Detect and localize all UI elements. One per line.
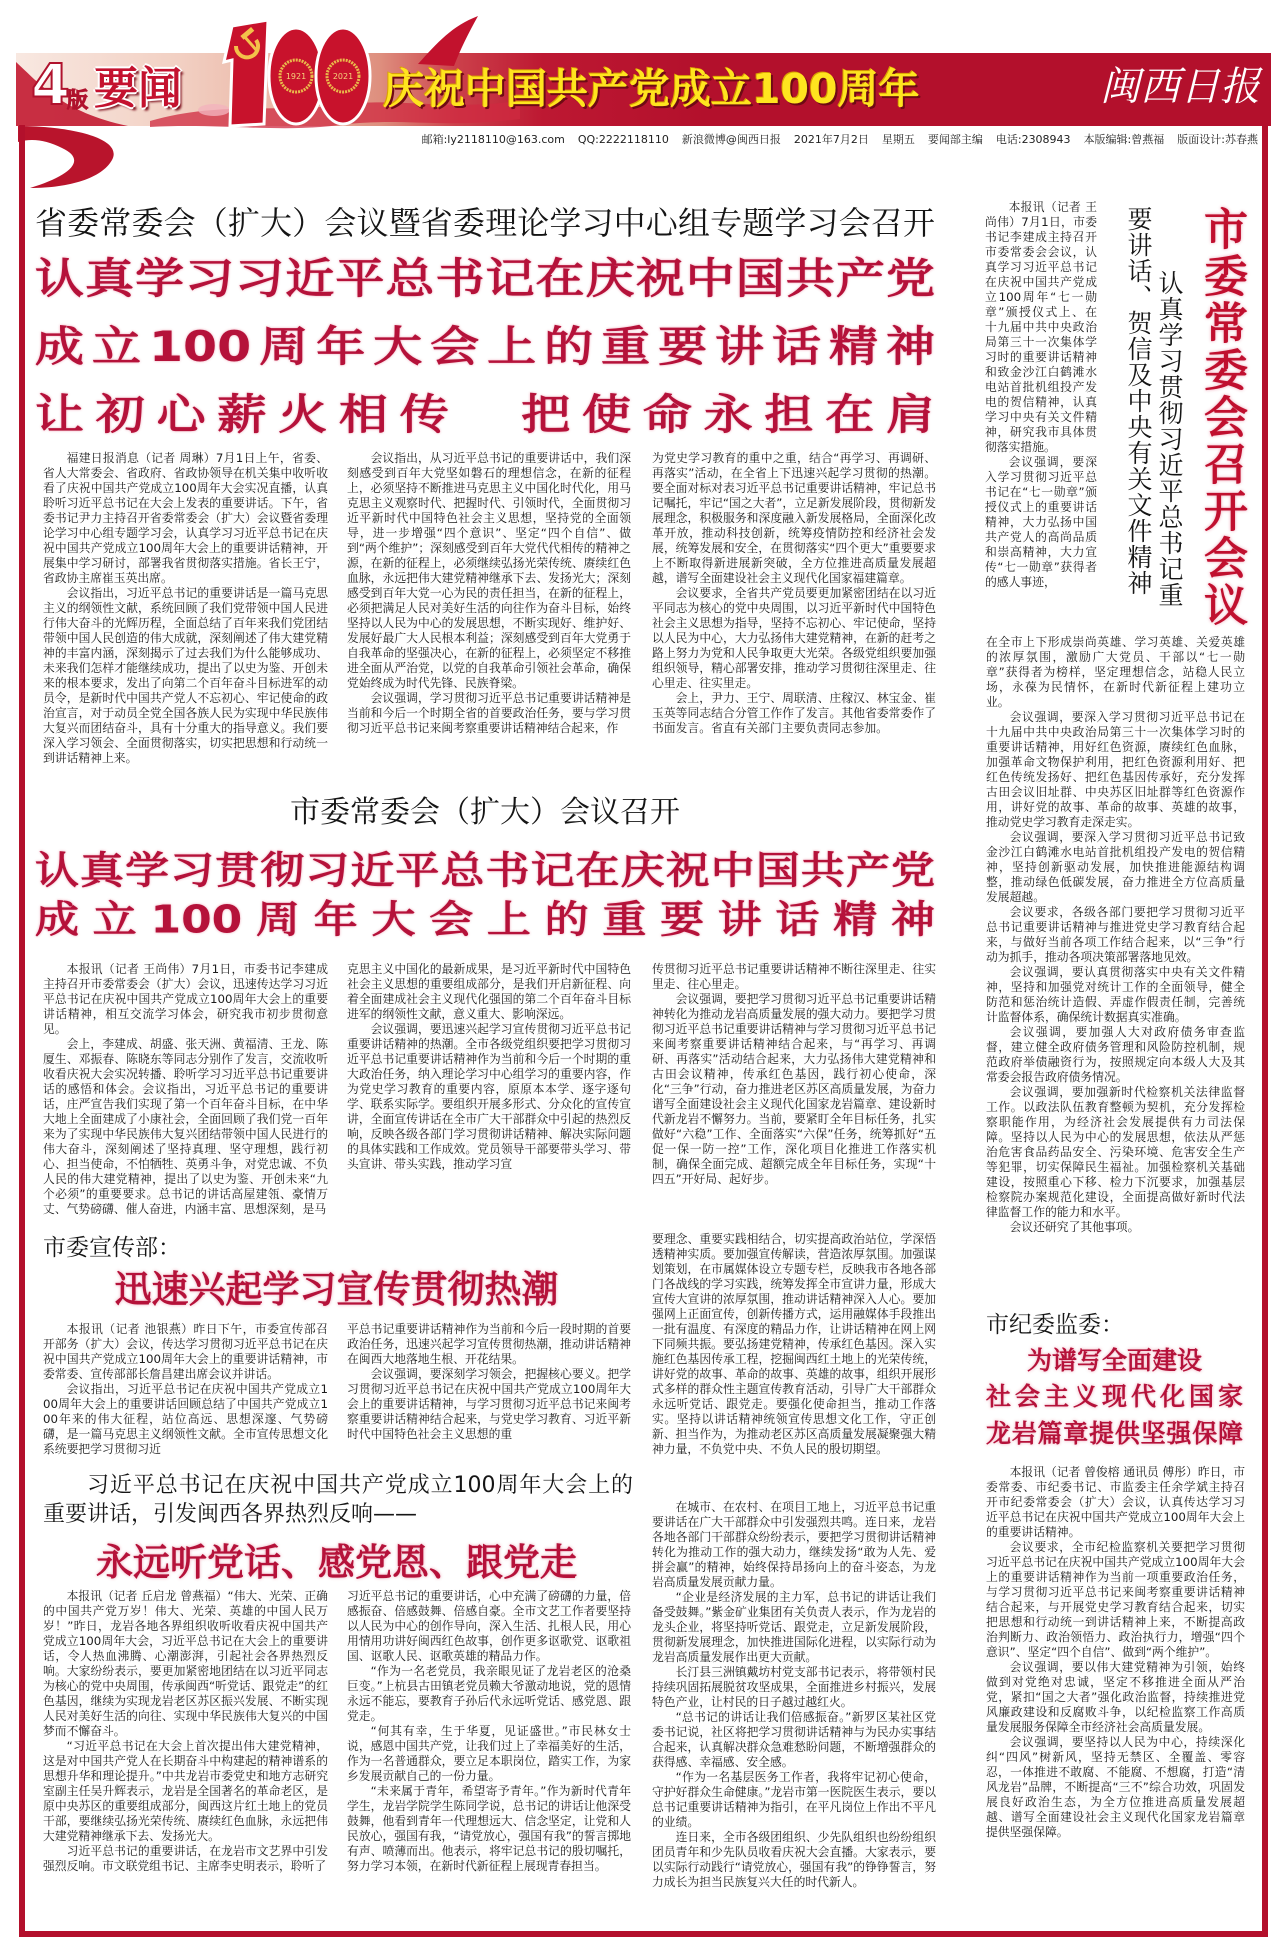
- dateline: 本报讯（记者 王尚伟）: [66, 962, 192, 976]
- ribbon-rising-tail: [418, 16, 478, 66]
- body-column: [986, 635, 1245, 1283]
- masthead-logo: 闽西日报: [1100, 64, 1260, 110]
- info-designer: 版面设计:苏春燕: [1177, 133, 1258, 146]
- body-column: [652, 451, 936, 782]
- paragraph: 平总书记重要讲话精神作为当前和今后一段时期的首要政治任务，迅速兴起学习宣传贯彻热潮，推动讲话精神在闽西大地落地生根、开花结果。: [347, 1322, 631, 1366]
- paragraph: 本报讯（记者 王尚伟）7月1日，市委书记李建成主持召开市委常委会（扩大）会议，迅速传达学习习近平总书记在庆祝中国共产党成立100周年大会上的重要讲话精神，相互交流学习体会，研究我市初步贯彻意见。: [43, 962, 328, 1036]
- body-column: [43, 451, 328, 782]
- paragraph: 会上，尹力、王宁、周联清、庄稼汉、林宝金、崔玉英等同志结合分管工作作了发言。其他省委常委作了书面发言。省直有关部门主要负责同志参加。: [652, 691, 936, 735]
- dateline: 本报讯（记者 王尚伟）: [985, 200, 1097, 229]
- body-column-narrow: [985, 200, 1097, 622]
- paragraph: 克思主义中国化的最新成果，是习近平新时代中国特色社会主义思想的重要组成部分，是我们开启新征程、向着全面建成社会主义现代化强国的第二个百年奋斗目标进军的纲领性文献，意义重大、影响深远。: [347, 962, 631, 1021]
- paragraph: 长汀县三洲镇戴坊村党支部书记表示，将带领村民持续巩固拓展脱贫攻坚成果，全面推进乡村振兴，发展特色产业，让村民的日子越过越红火。: [652, 1665, 936, 1709]
- paragraph: 习近平总书记的重要讲话，心中充满了磅礴的力量，倍感振奋、倍感鼓舞、倍感自豪。全市文艺工作者要坚持以人民为中心的创作导向，深入生活、扎根人民，用心用情用功讲好闽西红色故事，创作更多讴歌党、讴歌祖国、讴歌人民、讴歌英雄的精品力作。: [347, 1589, 631, 1663]
- paragraph: 本报讯（记者 曾俊榕 通讯员 傅彤）昨日，市委常委、市纪委书记、市监委主任余学斌主持召开市纪委常委会（扩大）会议，认真传达学习习近平总书记在庆祝中国共产党成立100周年大会上的重要讲话精神。: [986, 1465, 1246, 1539]
- logo-year-start: 1921: [285, 72, 307, 81]
- body-column: [43, 1322, 328, 1458]
- paragraph: “作为一名基层医务工作者，我将牢记初心使命，守护好群众生命健康。”龙岩市第一医院医生表示，要以总书记重要讲话精神为指引，在平凡岗位上作出不平凡的业绩。: [652, 1770, 936, 1829]
- body-column: [652, 962, 936, 1203]
- paragraph: 会上，李建成、胡盛、张天洲、黄福清、王龙、陈厦生、邓振春、陈晓东等同志分别作了发言，交流收听收看庆祝大会实况转播、聆听学习习近平总书记重要讲话的感悟和体会。会议指出，习近平总书记的重要讲话，庄严宣告我们实现了第一个百年奋斗目标，在中华大地上全面建成了小康社会，全面回顾了我们党一百年来为了实现中华民族伟大复兴团结带领中国人民进行的伟大奋斗，深刻阐述了坚持真理、坚守理想，践行初心、担当使命，不怕牺牲、英勇斗争，对党忠诚、不负人民的伟大建党精神，提出了以史为鉴、开创未来“九个必须”的重要要求。总书记的讲话高屋建瓴、豪情万丈、气势磅礴、催人奋进，内涵丰富、思想深刻，是马: [43, 1037, 328, 1216]
- body-column: [652, 1500, 936, 1907]
- paragraph: 会议要求，各级各部门要把学习贯彻习近平总书记重要讲话精神与推进党史学习教育结合起来，与做好当前各项工作结合起来，以“三争”行动为抓手，推动各项决策部署落地见效。: [986, 905, 1245, 964]
- headline-line: 认真学习贯彻习近平总书记在庆祝中国共产党: [35, 849, 935, 894]
- paragraph: 在全市上下形成崇尚英雄、学习英雄、关爱英雄的浓厚氛围，激励广大党员、干部以“七一勋章”获得者为榜样，坚定理想信念，站稳人民立场，永葆为民情怀，在新时代新征程上建功立业。: [986, 635, 1245, 709]
- info-department: 要闻部主编: [927, 133, 983, 146]
- paragraph: 会议强调，要认真贯彻落实中央有关文件精神，坚持和加强党对统计工作的全面领导，健全防范和惩治统计造假、弄虚作假责任制，完善统计监督体系，确保统计数据真实准确。: [986, 965, 1245, 1024]
- edition-label: 版: [67, 88, 88, 112]
- body-column: [347, 1322, 631, 1458]
- paragraph: 本报讯（记者 池银燕）昨日下午，市委宣传部召开部务（扩大）会议，传达学习贯彻习近平总书记在庆祝中国共产党成立100周年大会上的重要讲话精神，市委常委、宣传部部长詹昌建出席会议并讲话。: [43, 1322, 328, 1381]
- paragraph: “企业是经济发展的主力军，总书记的讲话让我们备受鼓舞。”紫金矿业集团有关负责人表示，作为龙岩的龙头企业，将坚持听党话、跟党走，立足新发展阶段，贯彻新发展理念，加快推进国际化进程，以实际行动为龙岩高质量发展作出更大贡献。: [652, 1590, 936, 1664]
- body-column: [347, 962, 631, 1203]
- headline-line: 认真学习习近平总书记在庆祝中国共产党: [35, 254, 935, 304]
- body-column: [347, 1589, 631, 1907]
- article-subtitle: 省委常委会（扩大）会议暨省委理论学习中心组专题学习会召开: [35, 204, 935, 242]
- paragraph: “习近平总书记在大会上首次提出伟大建党精神，这是对中国共产党人在长期奋斗中构建起的精神谱系的思想升华和理论提升。”中共龙岩市委党史和地方志研究室副主任吴升辉表示，龙岩是全国著名的革命老区，是原中央苏区的重要组成部分，闽西这片红土地上的党员干部，要继续弘扬光荣传统、赓续红色血脉，永远把伟大建党精神继承下去、发扬光大。: [43, 1739, 328, 1843]
- paragraph: 会议强调，学习贯彻习近平总书记重要讲话精神是当前和今后一个时期全省的首要政治任务，要与学习贯彻习近平总书记来闽考察重要讲话精神结合起来，作: [347, 691, 631, 735]
- paragraph: 会议强调，要深入学习贯彻习近平总书记在十九届中共中央政治局第三十一次集体学习时的重要讲话精神，用好红色资源，赓续红色血脉，加强革命文物保护利用，把红色资源利用好、把红色传统发扬好、把红色基因传承好，充分发挥古田会议旧址群、中央苏区旧址群等红色资源作用，讲好党的故事、革命的故事、英雄的故事，推动党史学习教育走深走实。: [986, 710, 1245, 829]
- paragraph: 会议指出，习近平总书记的重要讲话是一篇马克思主义的纲领性文献，系统回顾了我们党带领中国人民进行伟大奋斗的光辉历程，全面总结了百年来我们党团结带领中国人民创造的伟大成就，深刻阐述了伟大建党精神的丰富内涵，深刻揭示了过去我们为什么能够成功、未来我们怎样才能继续成功，提出了以史为鉴、开创未来的根本要求，发出了向第二个百年奋斗目标进军的动员令，是新时代中国共产党人不忘初心、牢记使命的政治宣言，对于动员全党全国各族人民为实现中华民族伟大复兴而团结奋斗，具有十分重大的指导意义。我们要深入学习领会、全面贯彻落实，切实把思想和行动统一到讲话精神上来。: [43, 586, 328, 765]
- info-phone: 电话:2308943: [995, 133, 1071, 146]
- frame-right-border: [1262, 125, 1268, 1937]
- paragraph: 会议要求，全省共产党员要更加紧密团结在以习近平同志为核心的党中央周围，以习近平新时代中国特色社会主义思想为指导，坚持不忘初心、牢记使命，坚持以人民为中心，大力弘扬伟大建党精神，在新的赶考之路上努力为党和人民争取更大光荣。各级党组织要加强组织领导，精心部署安排，推动学习贯彻往深里走、往心里走、往实里走。: [652, 586, 936, 690]
- paragraph: 习近平总书记的重要讲话，在龙岩市文艺界中引发强烈反响。市文联党组书记、主席李史明表示，聆听了: [43, 1844, 328, 1873]
- headline-line: 社会主义现代化国家: [986, 1382, 1243, 1411]
- paragraph: 要理念、重要实践相结合，切实提高政治站位，学深悟透精神实质。要加强宣传解读，营造浓厚氛围。加强谋划策划，在市属媒体设立专题专栏，反映我市各地各部门各战线的学习实践，统筹发挥全市宣讲力量，形成大宣传大宣讲的浓厚氛围，推动讲话精神深入人心。要加强网上正面宣传，创新传播方式，运用融媒体手段推出一批有温度、有深度的精品力作，让讲话精神在网上网下同频共振。要弘扬建党精神，传承红色基因。深入实施红色基因传承工程，挖掘闽西红土地上的光荣传统，讲好党的故事、革命的故事、英雄的故事，组织开展形式多样的群众性主题宣传教育活动，引导广大干部群众永远听党话、跟党走。要强化使命担当，推动工作落实。坚持以讲话精神统领宣传思想文化工作，守正创新、担当作为，为推动老区苏区高质量发展凝聚强大精神力量，不负党中央、不负人民的殷切期望。: [652, 1232, 936, 1456]
- paragraph: 会议强调，要把学习贯彻习近平总书记重要讲话精神转化为推动龙岩高质量发展的强大动力。要把学习贯彻习近平总书记重要讲话精神与学习贯彻习近平总书记来闽考察重要讲话精神结合起来，与“再学习、再调研、再落实”活动结合起来，大力弘扬伟大建党精神和古田会议精神，传承红色基因，践行初心使命，深化“三争”行动，奋力推进老区苏区高质量发展，为奋力谱写全面建设社会主义现代化国家龙岩篇章、建设新时代新龙岩不懈努力。当前，要紧盯全年目标任务，扎实做好“六稳”工作、全面落实“六保”任务，统筹抓好“五促一保一防一控”工作，深化项目化推进工作落实机制，确保全面完成、超额完成全年目标任务，实现“十四五”开好局、起好步。: [652, 992, 936, 1186]
- info-line: [422, 133, 1258, 147]
- paragraph: 会议强调，要加强新时代检察机关法律监督工作。以政法队伍教育整顿为契机，充分发挥检察职能作用，为经济社会发展提供有力司法保障。坚持以人民为中心的发展思想，依法从严惩治危害食品药品安全、污染环境、危害安全生产等犯罪，切实保障民生福祉。加强检察机关基础建设，按照重心下移、检力下沉要求，加强基层检察院办案规范化建设，全面提高做好新时代法律监督工作的能力和水平。: [986, 1085, 1245, 1219]
- info-weekday: 星期五: [881, 133, 915, 146]
- paragraph: 本报讯（记者 王尚伟）7月1日，市委书记李建成主持召开市委常委会会议，认真学习习近平总书记在庆祝中国共产党成立100周年“七一勋章”颁授仪式上、在十九届中共中央政治局第三十一次集体学习时的重要讲话精神和致金沙江白鹤滩水电站首批机组投产发电的贺信精神，认真学习中央有关文件精神，研究我市具体贯彻落实措施。: [985, 200, 1097, 454]
- paragraph: 在城市、在农村、在项目工地上，习近平总书记重要讲话在广大干部群众中引发强烈共鸣。连日来，龙岩各地各部门干部群众纷纷表示，要把学习贯彻讲话精神转化为推动工作的强大动力，继续发扬“敢为人先、爱拼会赢”的精神，始终保持昂扬向上的奋斗姿态，为龙岩高质量发展贡献力量。: [652, 1500, 936, 1589]
- headline-line: 成立100周年大会上的重要讲话精神: [35, 322, 935, 372]
- info-email: 邮箱:ly2118110@163.com: [421, 133, 565, 146]
- centenary-100-logo: [222, 16, 372, 130]
- article-headline: 迅速兴起学习宣传贯彻热潮: [114, 1267, 559, 1311]
- headline-line: 为谱写全面建设: [1026, 1346, 1202, 1375]
- paragraph: 会议还研究了其他事项。: [1009, 1220, 1140, 1234]
- department-label: 市委宣传部：: [43, 1235, 181, 1261]
- paragraph: 会议强调，要深入学习贯彻习近平总书记在“七一勋章”颁授仪式上的重要讲话精神，大力弘扬中国共产党人的高尚品质和崇高精神，大力宣传“七一勋章”获得者的感人事迹，: [985, 455, 1097, 589]
- paragraph: 会议指出，习近平总书记在庆祝中国共产党成立100周年大会上的重要讲话回顾总结了中国共产党成立100年来的伟大征程，站位高远、思想深邃、气势磅礴，是一篇马克思主义纲领性文献。全市宣传思想文化系统要把学习贯彻习近: [43, 1382, 328, 1456]
- section-title: 要闻: [94, 63, 182, 114]
- paragraph: “作为一名老党员，我亲眼见证了龙岩老区的沧桑巨变。”上杭县古田镇老党员赖大爷激动地说，党的恩情永远不能忘，要教育子孙后代永远听党话、感党恩、跟党走。: [347, 1664, 631, 1723]
- paragraph: 连日来，全市各级团组织、少先队组织也纷纷组织团员青年和少先队员收看庆祝大会直播。大家表示，要以实际行动践行“请党放心，强国有我”的铮铮誓言，努力成长为担当民族复兴大任的时代新人。: [652, 1830, 936, 1889]
- paragraph: 本报讯（记者 丘启龙 曾燕福）“伟大、光荣、正确的中国共产党万岁！伟大、光荣、英雄的中国人民万岁！”昨日，龙岩各地各界组织收听收看庆祝中国共产党成立100周年大会，习近平总书记在大会上的重要讲话，令人热血沸腾、心潮澎湃，引起社会各界热烈反响。大家纷纷表示，要更加紧密地团结在以习近平同志为核心的党中央周围，传承闽西“听党话、跟党走”的红色基因，继续为实现龙岩老区苏区振兴发展、不断实现人民对美好生活的向往、实现中华民族伟大复兴的中国梦而不懈奋斗。: [43, 1589, 328, 1738]
- article-headline: 永远听党话、感党恩、跟党走: [96, 1540, 577, 1584]
- ribbon-tail-left: [18, 126, 114, 188]
- body-column: [986, 1465, 1245, 1905]
- body-column: [347, 451, 631, 782]
- frame-left-border: [19, 125, 25, 1937]
- body-column: [43, 962, 328, 1216]
- paragraph: 会议强调，要加强人大对政府债务审查监督，建立健全政府债务管理和风险防控机制，规范政府举债融资行为，按照规定向本级人大及其常委会报告政府债务情况。: [986, 1025, 1245, 1084]
- vertical-headline: 市委常委会召开会议: [1196, 206, 1247, 629]
- paragraph: 会议强调，要迅速兴起学习宣传贯彻习近平总书记重要讲话精神的热潮。全市各级党组织要把学习贯彻习近平总书记重要讲话精神作为当前和今后一个时期的重大政治任务，纳入理论学习中心组学习的重要内容，作为党史学习教育的重要内容，原原本本学、逐字逐句学、联系实际学。要组织开展多形式、分众化的宣传宣讲，全面宣传讲话在全市广大干部群众中引起的热烈反响，反映各级各部门学习贯彻讲话精神、解决实际问题的具体实践和工作成效。党员领导干部要带头学习、带头宣讲、带头实践，推动学习宣: [347, 1022, 631, 1171]
- logo-year-end: 2021: [332, 72, 354, 81]
- info-weibo: 新浪微博@闽西日报: [681, 133, 781, 146]
- article-intro-kicker: 习近平总书记在庆祝中国共产党成立100周年大会上的重要讲话，引发闽西各界热烈反响——: [43, 1473, 633, 1527]
- info-date: 2021年7月2日: [793, 133, 869, 146]
- edition-number: 4: [31, 53, 70, 118]
- paragraph: 会议强调，要坚持以人民为中心，持续深化纠“四风”树新风，坚持无禁区、全覆盖、零容忍，一体推进不敢腐、不能腐、不想腐，打造“清风龙岩”品牌，不断提高“三不”综合功效，巩固发展良好政治生态，为全方位推进高质量发展超越、谱写全面建设社会主义现代化国家龙岩篇章提供坚强保障。: [986, 1735, 1245, 1839]
- headline-line: 龙岩篇章提供坚强保障: [986, 1419, 1243, 1448]
- paragraph: 传贯彻习近平总书记重要讲话精神不断往深里走、往实里走、往心里走。: [652, 962, 936, 991]
- dateline: 本报讯（记者 池银燕）: [66, 1322, 194, 1336]
- info-qq: QQ:2222118110: [577, 133, 669, 146]
- paragraph: 为党史学习教育的重中之重，结合“再学习、再调研、再落实”活动，在全省上下迅速兴起学习贯彻的热潮。要全面对标对表习近平总书记重要讲话精神，牢记总书记嘱托，牢记“国之大者”，立足新发展阶段，贯彻新发展理念，积极服务和深度融入新发展格局，全面深化改革开放，推动科技创新，统筹疫情防控和经济社会发展，统筹发展和安全，在贯彻落实“四个更大”重要要求上不断取得新进展新突破，全方位推进高质量发展超越，谱写全面建设社会主义现代化国家福建篇章。: [652, 451, 936, 585]
- paragraph: 福建日报消息（记者 周琳）7月1日上午，省委、省人大常委会、省政府、省政协领导在机关集中收听收看了庆祝中国共产党成立100周年大会实况直播，认真聆听习近平总书记在大会上发表的重要讲话。下午，省委书记尹力主持召开省委常委会（扩大）会议暨省委理论学习中心组专题学习会，认真学习习近平总书记在庆祝中国共产党成立100周年大会上的重要讲话精神，开展集中学习研讨，部署我省贯彻落实措施。省长王宁，省政协主席崔玉英出席。: [43, 451, 328, 585]
- dateline: 福建日报消息（记者 周琳）: [66, 451, 216, 465]
- paragraph: “未来属于青年，希望寄予青年。”作为新时代青年学生，龙岩学院学生陈同学说，总书记的讲话让他深受鼓舞，他看到青年一代理想远大、信念坚定，让党和人民放心，强国有我，“请党放心，强国有我”的誓言掷地有声、喷薄而出。他表示，将牢记总书记的殷切嘱托，努力学习本领，在新时代新征程上展现青春担当。: [347, 1784, 631, 1873]
- paragraph: “总书记的讲话让我们倍感振奋。”新罗区某社区党委书记说，社区将把学习贯彻讲话精神与为民办实事结合起来，认真解决群众急难愁盼问题，不断增强群众的获得感、幸福感、安全感。: [652, 1710, 936, 1769]
- headline-line: 成立100周年大会上的重要讲话精神: [35, 898, 935, 943]
- dateline: 本报讯（记者 丘启龙 曾燕福）: [66, 1589, 228, 1603]
- vertical-subtitle-line: 认真学习贯彻习近平总书记重: [1155, 270, 1184, 608]
- paragraph: 会议强调，要以伟大建党精神为引领，始终做到对党绝对忠诚，坚定不移推进全面从严治党，紧扣“国之大者”强化政治监督，持续推进党风廉政建设和反腐败斗争，以纪检监察工作高质量发展服务保障全市经济社会高质量发展。: [986, 1660, 1245, 1734]
- body-column: [43, 1589, 328, 1907]
- article-subtitle: 市委常委会（扩大）会议召开: [290, 795, 680, 830]
- body-column: [652, 1232, 936, 1488]
- dateline: 本报讯（记者 曾俊榕 通讯员 傅彤）: [1009, 1465, 1198, 1479]
- paragraph: 会议强调，要深刻学习领会，把握核心要义。把学习贯彻习近平总书记在庆祝中国共产党成立100周年大会上的重要讲话精神，与学习贯彻习近平总书记来闽考察重要讲话精神结合起来，与党史学习教育、习近平新时代中国特色社会主义思想的重: [347, 1367, 631, 1441]
- frame-bottom-border: [19, 1931, 1268, 1937]
- paragraph: “何其有幸，生于华夏，见证盛世。”市民林女士说，感恩中国共产党，让我们过上了幸福美好的生活，作为一名普通群众，要立足本职岗位，踏实工作，为家乡发展贡献自己的一份力量。: [347, 1724, 631, 1783]
- department-label: 市纪委监委：: [986, 1312, 1124, 1338]
- paragraph: 会议指出，从习近平总书记的重要讲话中，我们深刻感受到百年大党坚如磐石的理想信念，在新的征程上，必须坚持不断推进马克思主义中国化时代化，用马克思主义观察时代、把握时代、引领时代，全面贯彻习近平新时代中国特色社会主义思想，坚持党的全面领导，进一步增强“四个意识”、坚定“四个自信”、做到“两个维护”；深刻感受到百年大党代代相传的精神之源，在新的征程上，必须继续弘扬光荣传统、赓续红色血脉，永远把伟大建党精神继承下去、发扬光大；深刻感受到百年大党一心为民的责任担当，在新的征程上，必须把满足人民对美好生活的向往作为奋斗目标，始终坚持以人民为中心的发展思想，不断实现好、维护好、发展好最广大人民根本利益；深刻感受到百年大党勇于自我革命的坚强决心，在新的征程上，必须坚定不移推进全面从严治党，以党的自我革命引领社会革命，确保党始终成为时代先锋、民族脊梁。: [347, 451, 631, 690]
- info-editor: 本版编辑:曾燕福: [1083, 133, 1165, 146]
- headline-line: 让初心薪火相传 把使命永担在肩: [35, 390, 935, 440]
- vertical-subtitle-line: 要讲话、贺信及中央有关文件精神: [1124, 206, 1153, 596]
- celebration-banner-text: 庆祝中国共产党成立100周年: [383, 65, 920, 113]
- paragraph: 会议强调，要深入学习贯彻习近平总书记致金沙江白鹤滩水电站首批机组投产发电的贺信精神，坚持创新驱动发展，加快推进能源结构调整，推动绿色低碳发展，奋力推进全方位高质量发展超越。: [986, 830, 1245, 904]
- paragraph: 会议要求，全市纪检监察机关要把学习贯彻习近平总书记在庆祝中国共产党成立100周年大会上的重要讲话精神作为当前一项重要政治任务，与学习贯彻习近平总书记来闽考察重要讲话精神结合起来，与开展党史学习教育结合起来，切实把思想和行动统一到讲话精神上来，不断提高政治判断力、政治领悟力、政治执行力，增强“四个意识”、坚定“四个自信”、做到“两个维护”。: [986, 1540, 1245, 1659]
